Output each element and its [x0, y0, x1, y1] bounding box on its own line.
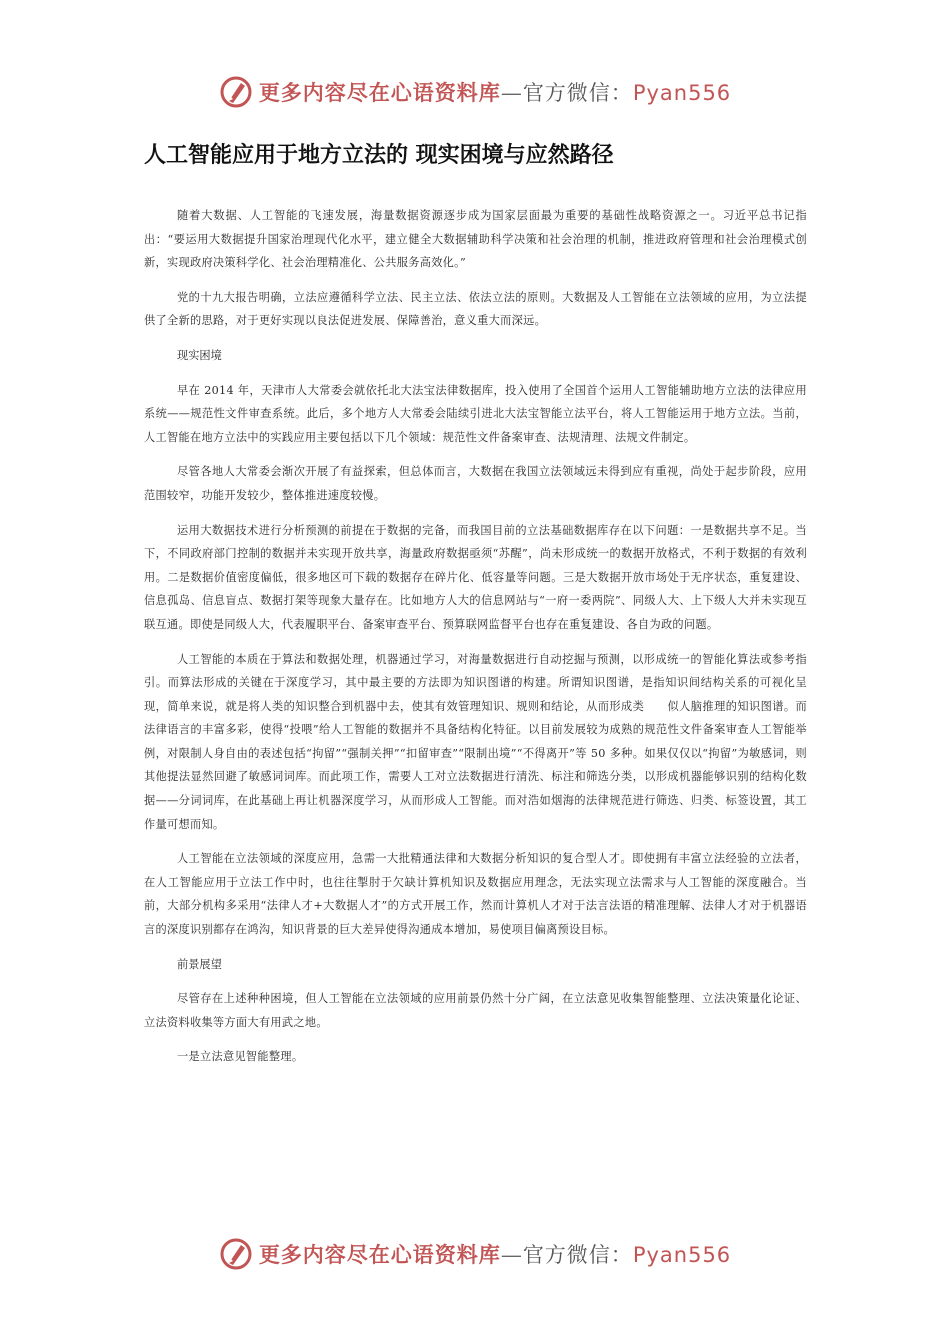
footer-banner: [0, 1232, 950, 1276]
paragraph: 随着大数据、人工智能的飞速发展，海量数据资源逐步成为国家层面最为重要的基础性战略资源之一。习近平总书记指出：“要运用大数据提升国家治理现代化水平，建立健全大数据辅助科学决策和社会治理的机制，推进政府管理和社会治理模式创新，实现政府决策科学化、社会治理精准化、公共服务高效化。”: [144, 209, 807, 270]
header-banner: [0, 70, 950, 114]
paragraph: 运用大数据技术进行分析预测的前提在于数据的完备，而我国目前的立法基础数据库存在以下问题：一是数据共享不足。当下，不同政府部门控制的数据并未实现开放共享，海量政府数据亟须“苏醒”，尚未形成统一的数据开放格式，不利于数据的有效利用。二是数据价值密度偏低，很多地区可下载的数据存在碎片化、低容量等问题。三是大数据开放市场处于无序状态，重复建设、信息孤岛、信息盲点、数据打架等现象大量存在。比如地方人大的信息网站与“一府一委两院”、同级人大、上下级人大并未实现互联互通。即使是同级人大，代表履职平台、备案审查平台、预算联网监督平台也存在重复建设、各自为政的问题。: [144, 523, 807, 631]
banner-wechat-id: Pyan556: [632, 81, 732, 105]
document-title: 人工智能应用于地方立法的 现实困境与应然路径: [144, 143, 614, 168]
section-heading: 前景展望: [177, 957, 222, 971]
paragraph: 党的十九大报告明确，立法应遵循科学立法、民主立法、依法立法的原则。大数据及人工智能在立法领域的应用，为立法提供了全新的思路，对于更好实现以良法促进发展、保障善治，意义重大而深远。: [144, 290, 807, 328]
paragraph: 尽管存在上述种种困境，但人工智能在立法领域的应用前景仍然十分广阔，在立法意见收集智能整理、立法决策量化论证、立法资料收集等方面大有用武之地。: [144, 992, 807, 1029]
paragraph: 一是立法意见智能整理。: [177, 1050, 304, 1064]
banner-dash: —: [500, 81, 523, 105]
paragraph: 人工智能的本质在于算法和数据处理，机器通过学习，对海量数据进行自动挖掘与预测，以形成统一的智能化算法或参考指引。而算法形成的关键在于深度学习，其中最主要的方法即为知识图谱的构建。所谓知识图谱，是指知识间结构关系的可视化呈现，简单来说，就是将人类的知识整合到机器中去，使其有效管理知识、规则和结论，从而形成类 似人脑推理的知识图谱。而法律语言的丰富多彩，使得“投喂”给人工智能的数据并不具备结构化特征。以目前发展较为成熟的规范性文件备案审查人工智能举例，对限制人身自由的表述包括“拘留”“强制关押”“扣留审查”“限制出境”“不得离开”等 50 多种。如果仅仅以“拘留”为敏感词，则其他提法显然回避了敏感词词库。而此项工作，需要人工对立法数据进行清洗、标注和筛选分类，以形成机器能够识别的结构化数据——分词词库，在此基础上再让机器深度学习，从而形成人工智能。而对浩如烟海的法律规范进行筛选、归类、标签设置，其工作量可想而知。: [144, 652, 807, 831]
paragraph: 尽管各地人大常委会渐次开展了有益探索，但总体而言，大数据在我国立法领域远未得到应有重视，尚处于起步阶段，应用范围较窄，功能开发较少，整体推进速度较慢。: [144, 465, 807, 502]
paragraph: 早在 2014 年，天津市人大常委会就依托北大法宝法律数据库，投入使用了全国首个运用人工智能辅助地方立法的法律应用系统——规范性文件审查系统。此后，多个地方人大常委会陆续引进北大法宝智能立法平台，将人工智能运用于地方立法。当前，人工智能在地方立法中的实践应用主要包括以下几个领域：规范性文件备案审查、法规清理、法规文件制定。: [144, 383, 807, 444]
banner-text: [259, 1239, 731, 1269]
banner-dash: —: [500, 1243, 523, 1267]
banner-text: [259, 77, 731, 107]
banner-highlight: 更多内容尽在心语资料库: [258, 1242, 501, 1267]
section-heading: 现实困境: [177, 348, 222, 362]
pen-logo-icon: [219, 75, 253, 109]
document-body: [144, 204, 807, 1080]
pen-logo-icon: [219, 1237, 253, 1271]
banner-wechat-label: 官方微信：: [522, 81, 633, 105]
banner-wechat-id: Pyan556: [632, 1243, 732, 1267]
banner-wechat-label: 官方微信：: [522, 1243, 633, 1267]
banner-highlight: 更多内容尽在心语资料库: [258, 80, 501, 105]
paragraph: 人工智能在立法领域的深度应用，急需一大批精通法律和大数据分析知识的复合型人才。即使拥有丰富立法经验的立法者，在人工智能应用于立法工作中时，也往往掣肘于欠缺计算机知识及数据应用理念，无法实现立法需求与人工智能的深度融合。当前，大部分机构多采用“法律人才+大数据人才”的方式开展工作，然而计算机人才对于法言法语的精准理解、法律人才对于机器语言的深度识别都存在鸿沟，知识背景的巨大差异使得沟通成本增加，易使项目偏离预设目标。: [144, 852, 807, 937]
